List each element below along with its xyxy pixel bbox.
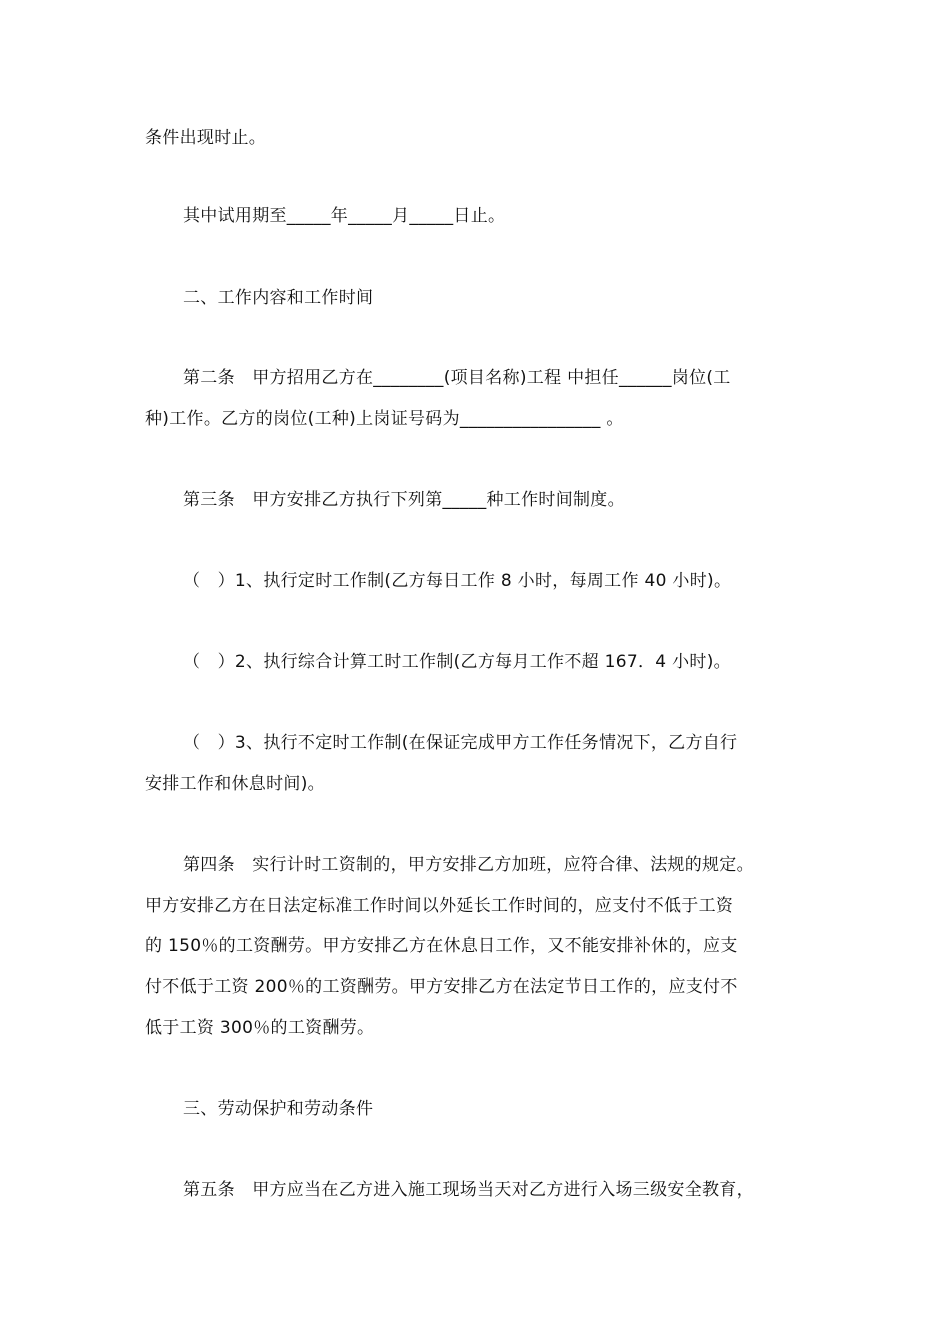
- text-line: 第五条 甲方应当在乙方进入施工现场当天对乙方进行入场三级安全教育，: [183, 1180, 754, 1200]
- text-line: 安排工作和休息时间)。: [145, 774, 325, 794]
- text-line: 第三条 甲方安排乙方执行下列第_____种工作时间制度。: [183, 490, 625, 510]
- text-line: 种)工作。乙方的岗位(工种)上岗证号码为________________ 。: [145, 409, 624, 429]
- text-line: 低于工资 300％的工资酬劳。: [145, 1018, 375, 1038]
- text-line: 甲方安排乙方在日法定标准工作时间以外延长工作时间的，应支付不低于工资: [145, 896, 734, 916]
- text-line: 第二条 甲方招用乙方在________(项目名称)工程 中担任______岗位(工: [183, 368, 731, 388]
- section-heading: 二、工作内容和工作时间: [183, 288, 374, 308]
- text-line: 第四条 实行计时工资制的，甲方安排乙方加班，应符合律、法规的规定。: [183, 855, 754, 875]
- list-item: （ ）2、执行综合计算工时工作制(乙方每月工作不超 167．4 小时)。: [183, 652, 731, 672]
- section-heading: 三、劳动保护和劳动条件: [183, 1099, 374, 1119]
- list-item: （ ）3、执行不定时工作制(在保证完成甲方工作任务情况下，乙方自行: [183, 733, 738, 753]
- list-item: （ ）1、执行定时工作制(乙方每日工作 8 小时，每周工作 40 小时)。: [183, 571, 732, 591]
- text-line: 其中试用期至_____年_____月_____日止。: [183, 206, 506, 226]
- text-line: 付不低于工资 200％的工资酬劳。甲方安排乙方在法定节日工作的，应支付不: [145, 977, 738, 997]
- text-line: 的 150％的工资酬劳。甲方安排乙方在休息日工作，又不能安排补休的，应支: [145, 936, 738, 956]
- text-line: 条件出现时止。: [145, 128, 267, 148]
